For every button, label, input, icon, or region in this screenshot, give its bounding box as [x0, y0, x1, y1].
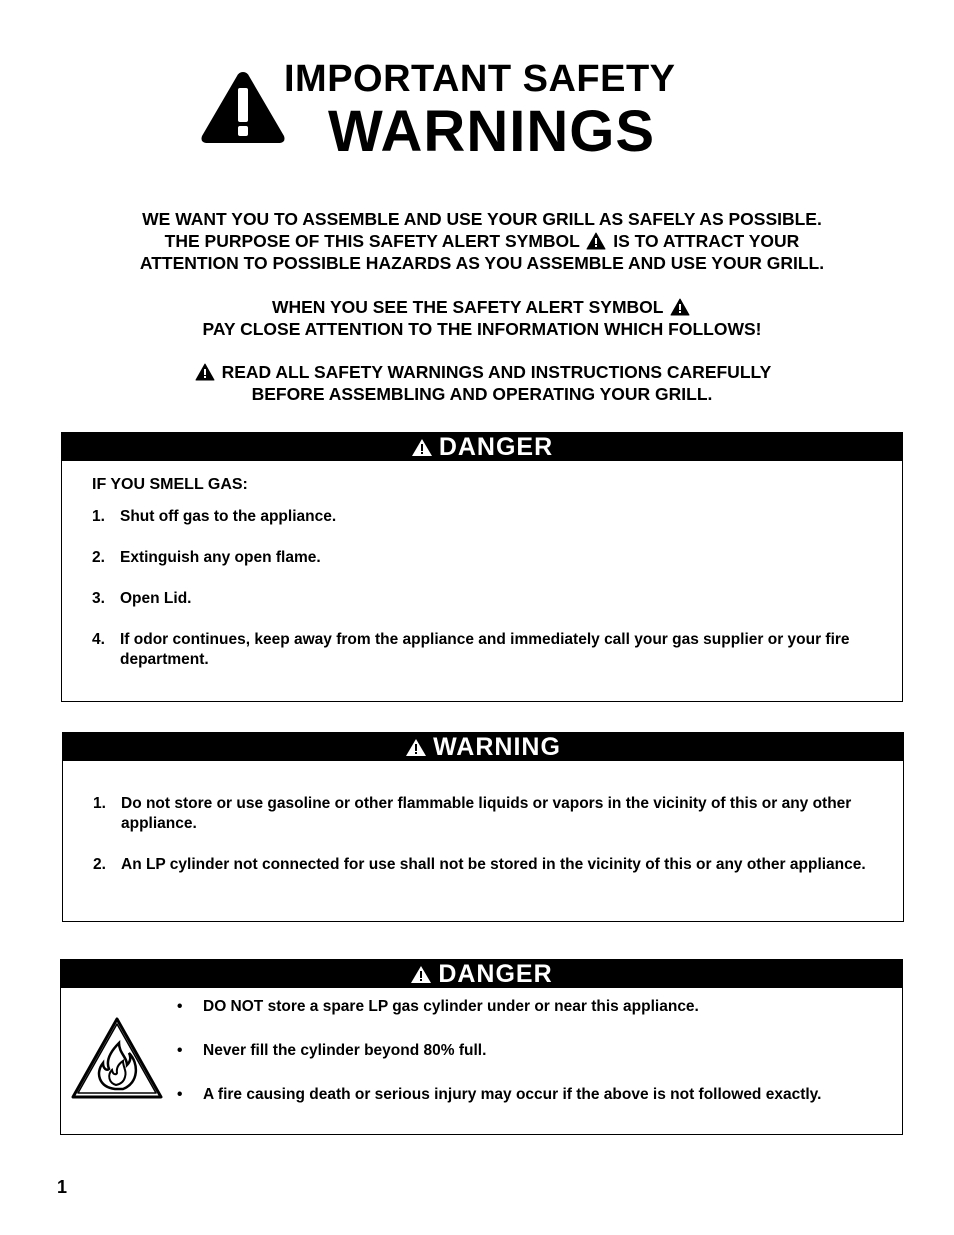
item-text: DO NOT store a spare LP gas cylinder under or near this appliance.	[203, 998, 699, 1015]
safety-alert-icon	[670, 298, 690, 316]
intro-paragraph-1	[60, 208, 904, 274]
intro-line: WE WANT YOU TO ASSEMBLE AND USE YOUR GRILL AS SAFELY AS POSSIBLE.	[142, 209, 822, 229]
safety-alert-icon	[405, 738, 427, 757]
item-number: 3.	[92, 590, 105, 607]
danger-steps	[92, 507, 872, 670]
header-title-line1: IMPORTANT SAFETY	[284, 58, 676, 100]
list-item	[175, 997, 872, 1017]
list-item	[92, 507, 872, 527]
intro-text: THE PURPOSE OF THIS SAFETY ALERT SYMBOL	[164, 231, 580, 251]
danger-header	[62, 433, 902, 461]
intro-line: ATTENTION TO POSSIBLE HAZARDS AS YOU ASSEMBLE AND USE YOUR GRILL.	[139, 253, 825, 273]
item-text: If odor continues, keep away from the appliance and immediately call your gas supplier or your fire department.	[120, 631, 850, 668]
bullet-mark: •	[177, 1086, 183, 1103]
bullet-mark: •	[177, 998, 183, 1015]
danger-box-gas	[61, 432, 903, 702]
item-number: 1.	[92, 508, 105, 525]
intro-paragraph-2	[60, 296, 904, 340]
danger-title: DANGER	[438, 432, 554, 461]
intro-line	[60, 296, 904, 318]
danger-content	[61, 988, 902, 1105]
safety-alert-icon	[410, 965, 432, 984]
safety-alert-icon	[411, 438, 433, 457]
warning-title: WARNING	[433, 732, 561, 761]
safety-alert-icon	[195, 363, 215, 381]
danger-header	[61, 960, 902, 988]
list-item	[93, 855, 873, 875]
list-item	[175, 1085, 872, 1105]
item-number: 2.	[92, 549, 105, 566]
page-header	[198, 58, 758, 168]
list-item	[92, 630, 872, 670]
list-item	[92, 548, 872, 568]
fire-hazard-icon	[69, 1015, 165, 1103]
item-text: Never fill the cylinder beyond 80% full.	[203, 1042, 487, 1059]
danger-title: DANGER	[438, 959, 553, 988]
item-text: Extinguish any open flame.	[120, 549, 321, 566]
page-number: 1	[57, 1177, 68, 1197]
item-number: 4.	[92, 631, 105, 648]
warning-box	[62, 732, 904, 922]
item-text: An LP cylinder not connected for use shall not be stored in the vicinity of this or any other appliance.	[121, 856, 866, 873]
item-text: Shut off gas to the appliance.	[120, 508, 337, 525]
list-item	[93, 794, 873, 834]
safety-alert-icon	[198, 66, 288, 148]
item-text: Open Lid.	[120, 590, 192, 607]
intro-line: BEFORE ASSEMBLING AND OPERATING YOUR GRILL.	[251, 384, 713, 404]
intro-line	[60, 230, 904, 252]
intro-text: IS TO ATTRACT YOUR	[613, 231, 800, 251]
safety-alert-icon	[586, 232, 606, 250]
danger-content	[62, 475, 902, 670]
intro-text: READ ALL SAFETY WARNINGS AND INSTRUCTIONS CAREFULLY	[221, 362, 772, 382]
list-item	[175, 1041, 872, 1061]
intro-line	[60, 361, 904, 383]
danger-subtitle: IF YOU SMELL GAS:	[92, 476, 248, 493]
intro-text: WHEN YOU SEE THE SAFETY ALERT SYMBOL	[271, 297, 664, 317]
item-number: 1.	[93, 795, 106, 812]
danger-box-lp	[60, 959, 903, 1135]
item-number: 2.	[93, 856, 106, 873]
bullet-mark: •	[177, 1042, 183, 1059]
intro-line: PAY CLOSE ATTENTION TO THE INFORMATION WHICH FOLLOWS!	[202, 319, 762, 339]
warning-content	[63, 761, 903, 875]
warning-header	[63, 733, 903, 761]
warning-items	[93, 794, 873, 875]
danger-bullets	[175, 997, 872, 1105]
item-text: A fire causing death or serious injury may occur if the above is not followed exactly.	[203, 1086, 822, 1103]
header-title-line2: WARNINGS	[328, 99, 655, 164]
item-text: Do not store or use gasoline or other flammable liquids or vapors in the vicinity of this or any other appliance.	[121, 795, 852, 832]
list-item	[92, 589, 872, 609]
intro-paragraph-3	[60, 361, 904, 405]
